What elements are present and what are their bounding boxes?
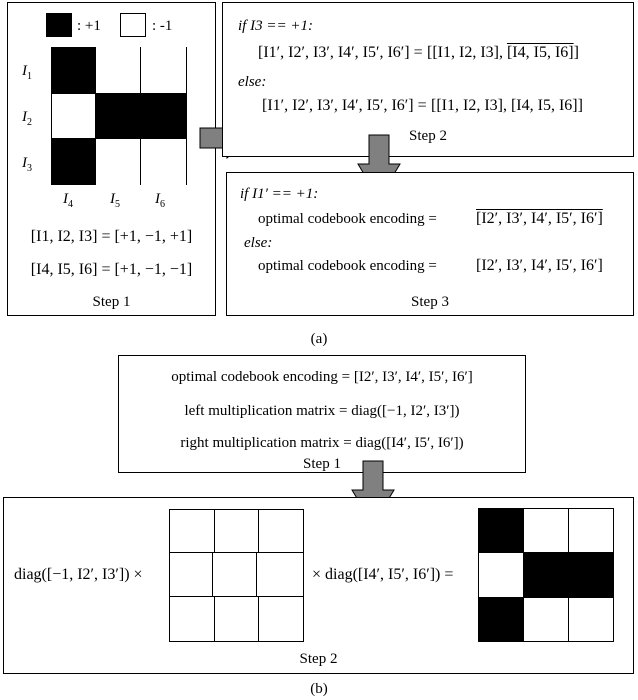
empty-matrix-vline-2 [258, 510, 259, 552]
col-label-i5: $I_5$ [110, 191, 120, 210]
row-label-i1: $I_1$ [22, 63, 32, 82]
empty-matrix-vline-4 [256, 552, 257, 596]
empty-matrix [169, 509, 304, 642]
step3-if-line: if I1′ == +1: [240, 186, 319, 202]
col-label-i6: $I_6$ [155, 191, 165, 210]
row-label-i2: $I_2$ [22, 109, 32, 128]
b-step1-line1: optimal codebook encoding = [I2′, I3′, I4′, I5′, I6′] [171, 369, 473, 385]
grid-row2-fill [95, 93, 187, 139]
step2-rhs-else-content: [I1, I2, I3], [I4, I5, I6] [436, 97, 578, 114]
result-cell-23 [568, 552, 614, 598]
empty-matrix-hline-1 [170, 552, 303, 553]
result-cell-32 [523, 597, 569, 642]
b-step2-right-factor: × diag([I4′, I5′, I6′]) = [312, 566, 454, 583]
step1-label: Step 1 [92, 294, 131, 310]
grid-cell-r1 [51, 47, 96, 93]
step3-label: Step 3 [411, 294, 449, 310]
b-step1-label: Step 1 [303, 456, 341, 472]
result-matrix [478, 508, 614, 642]
col-label-i4: $I_4$ [63, 191, 73, 210]
result-cell-33 [568, 597, 614, 642]
empty-matrix-vline-1 [214, 510, 215, 552]
b-step2-left-factor: diag([−1, I2′, I3′]) × [14, 566, 143, 583]
legend-black-label: : +1 [77, 18, 101, 34]
legend-black-swatch [46, 13, 72, 37]
empty-matrix-hline-2 [170, 596, 303, 597]
panel-b-caption: (b) [310, 681, 328, 697]
panel-a-caption: (a) [310, 331, 328, 347]
step3-enc-rhs-else: [I2′, I3′, I4′, I5′, I6′] [476, 257, 603, 274]
step3-else-line: else: [244, 235, 273, 251]
grid-cell-r3 [51, 139, 96, 185]
empty-matrix-vline-3 [212, 552, 213, 596]
step3-enc-lhs-if: optimal codebook encoding = [258, 211, 437, 227]
step2-assign-lhs-else: [I1′, I2′, I3′, I4′, I5′, I6′] = [262, 97, 427, 114]
step2-assign-rhs-else: [[I1, I2, I3], [I4, I5, I6]] [431, 97, 583, 114]
result-cell-12 [523, 508, 569, 553]
step2-if-line: if I3 == +1: [238, 18, 313, 34]
empty-matrix-vline-6 [258, 596, 259, 642]
step2-rhs-if-negated: [I4, I5, I6] [506, 44, 574, 61]
legend-white-swatch [120, 13, 146, 37]
result-cell-13 [568, 508, 614, 553]
step2-else-line: else: [238, 74, 267, 90]
step2-rhs-if-first: [I1, I2, I3], [432, 44, 507, 61]
b-step2-label: Step 2 [299, 651, 338, 667]
step1-equation-1: [I1, I2, I3] = [+1, −1, +1] [30, 228, 193, 245]
b-step1-line2: left multiplication matrix = diag([−1, I2′, I3′]) [184, 403, 460, 419]
empty-matrix-vline-5 [214, 596, 215, 642]
step2-label: Step 2 [409, 128, 447, 144]
row-label-i3: $I_3$ [22, 155, 32, 174]
result-cell-11 [478, 508, 524, 553]
result-cell-22 [523, 552, 569, 598]
legend-white-label: : -1 [152, 18, 173, 34]
step3-enc-lhs-else: optimal codebook encoding = [258, 258, 437, 274]
step2-assign-lhs-if: [I1′, I2′, I3′, I4′, I5′, I6′] = [258, 44, 423, 61]
step1-equation-2: [I4, I5, I6] = [+1, −1, −1] [30, 261, 193, 278]
step2-assign-rhs-if: [[I1, I2, I3], [I4, I5, I6]] [427, 44, 579, 61]
step3-enc-rhs-if: [I2′, I3′, I4′, I5′, I6′] [476, 210, 603, 227]
result-cell-31 [478, 597, 524, 642]
b-step1-line3: right multiplication matrix = diag([I4′, I5′, I6′]) [180, 435, 464, 451]
grid-cell-r2 [51, 93, 96, 139]
result-cell-21 [478, 552, 524, 598]
